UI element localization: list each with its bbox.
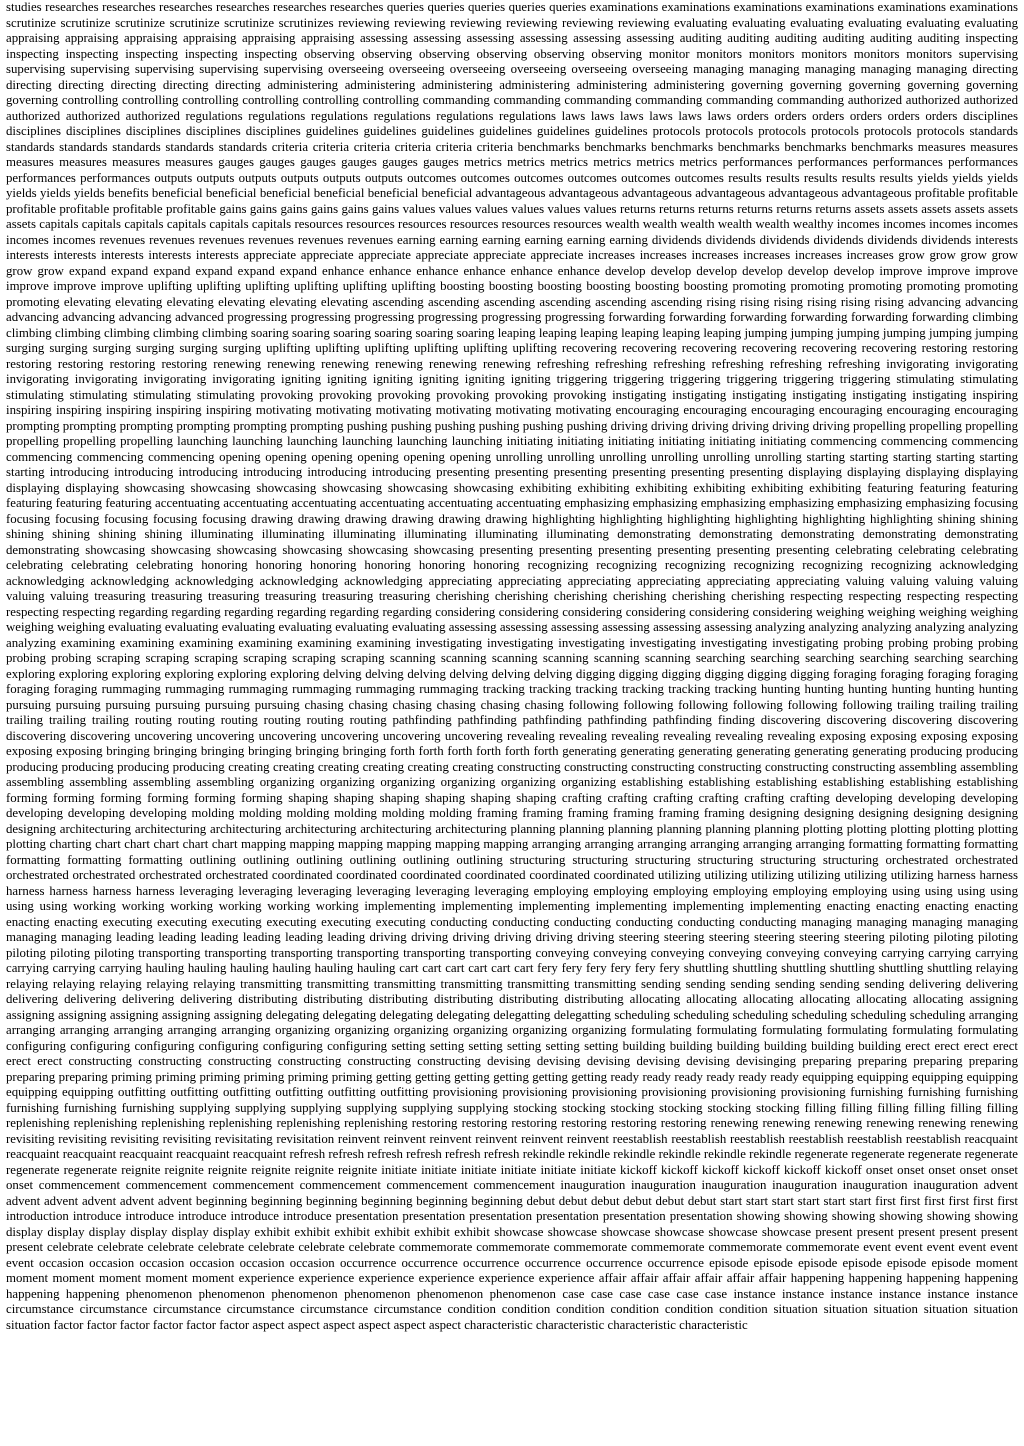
- body-text-paragraph: studies researches researches researches researches researches researches queries queries queries queries queries examinations examinations examinations examinations examinations examinations scrutinize scrutinize scrutinize scrutinize scrutinize scrutinizes reviewing reviewing reviewing reviewing reviewing reviewing evaluating evaluating evaluating evaluating evaluating evaluating appraising appraising appraising appraising appraising appraising assessing assessing assessing assessing assessing assessing auditing auditing auditing auditing auditing auditing inspecting inspecting inspecting inspecting inspecting inspecting observing observing observing observing observing observing monitor monitors monitors monitors monitors monitors supervising supervising supervising supervising supervising supervising overseeing overseeing overseeing overseeing overseeing overseeing managing managing managing managing managing directing directing directing directing directing directing administering administering administering administering administering administering governing governing governing governing governing governing controlling controlling controlling controlling controlling controlling commanding commanding commanding commanding commanding commanding authorized authorized authorized authorized authorized authorized regulations regulations regulations regulations regulations regulations laws laws laws laws laws laws orders orders orders orders orders orders disciplines disciplines disciplines disciplines disciplines disciplines guidelines guidelines guidelines guidelines guidelines guidelines protocols protocols protocols protocols protocols protocols standards standards standards standards standards standards criteria criteria criteria criteria criteria criteria benchmarks benchmarks benchmarks benchmarks benchmarks benchmarks measures measures measures measures measures measures gauges gauges gauges gauges gauges gauges metrics metrics metrics metrics metrics metrics performances performances performances performances performances performances outputs outputs outputs outputs outputs outputs outcomes outcomes outcomes outcomes outcomes outcomes results results results results results yields yields yields yields yields yields benefits beneficial beneficial beneficial beneficial beneficial beneficial advantageous advantageous advantageous advantageous advantageous advantageous profitable profitable profitable profitable profitable profitable gains gains gains gains gains gains values values values values values values returns returns returns returns returns returns assets assets assets assets assets assets capitals capitals capitals capitals capitals capitals resources resources resources resources resources resources wealth wealth wealth wealth wealth wealthy incomes incomes incomes incomes incomes incomes revenues revenues revenues revenues revenues revenues earning earning earning earning earning earning dividends dividends dividends dividends dividends dividends interests interests interests interests interests interests appreciate appreciate appreciate appreciate appreciate appreciate increases increases increases increases increases increases grow grow grow grow grow grow expand expand expand expand expand expand enhance enhance enhance enhance enhance enhance develop develop develop develop develop develop improve improve improve improve improve improve uplifting uplifting uplifting uplifting uplifting uplifting boosting boosting boosting boosting boosting boosting promoting promoting promoting promoting promoting promoting elevating elevating elevating elevating elevating elevating ascending ascending ascending ascending ascending ascending rising rising rising rising rising rising advancing advancing advancing advancing advancing advanced progressing progressing progressing progressing progressing progressing forwarding forwarding forwarding forwarding forwarding forwarding climbing climbing climbing climbing climbing climbing soaring soaring soaring soaring soaring soaring leaping leaping leaping leaping leaping leaping jumping jumping jumping jumping jumping jumping surging surging surging surging surging surging uplifting uplifting uplifting uplifting uplifting uplifting recovering recovering recovering recovering recovering recovering restoring restoring restoring restoring restoring restoring renewing renewing renewing renewing renewing renewing refreshing refreshing refreshing refreshing refreshing refreshing invigorating invigorating invigorating invigorating invigorating invigorating igniting igniting igniting igniting igniting igniting triggering triggering triggering triggering triggering triggering stimulating stimulating stimulating stimulating stimulating stimulating provoking provoking provoking provoking provoking provoking instigating instigating instigating instigating instigating instigating inspiring inspiring inspiring inspiring inspiring inspiring motivating motivating motivating motivating motivating motivating encouraging encouraging encouraging encouraging encouraging encouraging prompting prompting prompting prompting prompting prompting pushing pushing pushing pushing pushing pushing driving driving driving driving driving driving propelling propelling propelling propelling propelling propelling launching launching launching launching launching launching initiating initiating initiating initiating initiating initiating commencing commencing commencing commencing commencing commencing opening opening opening opening opening opening unrolling unrolling unrolling unrolling unrolling unrolling starting starting starting starting starting starting introducing introducing introducing introducing introducing introducing presenting presenting presenting presenting presenting presenting displaying displaying displaying displaying displaying displaying showcasing showcasing showcasing showcasing showcasing showcasing exhibiting exhibiting exhibiting exhibiting exhibiting exhibiting featuring featuring featuring featuring featuring featuring accentuating accentuating accentuating accentuating accentuating accentuating emphasizing emphasizing emphasizing emphasizing emphasizing emphasizing focusing focusing focusing focusing focusing focusing drawing drawing drawing drawing drawing drawing highlighting highlighting highlighting highlighting highlighting highlighting shining shining shining shining shining shining illuminating illuminating illuminating illuminating illuminating illuminating demonstrating demonstrating demonstrating demonstrating demonstrating demonstrating showcasing showcasing showcasing showcasing showcasing showcasing presenting presenting presenting presenting presenting presenting celebrating celebrating celebrating celebrating celebrating celebrating honoring honoring honoring honoring honoring honoring recognizing recognizing recognizing recognizing recognizing recognizing acknowledging acknowledging acknowledging acknowledging acknowledging acknowledging appreciating appreciating appreciating appreciating appreciating appreciating valuing valuing valuing valuing valuing valuing treasuring treasuring treasuring treasuring treasuring treasuring cherishing cherishing cherishing cherishing cherishing cherishing respecting respecting respecting respecting respecting respecting regarding regarding regarding regarding regarding regarding considering considering considering considering considering considering weighing weighing weighing weighing weighing weighing evaluating evaluating evaluating evaluating evaluating evaluating assessing assessing assessing assessing assessing assessing analyzing analyzing analyzing analyzing analyzing analyzing examining examining examining examining examining examining investigating investigating investigating investigating investigating investigating probing probing probing probing probing probing scraping scraping scraping scraping scraping scraping scanning scanning scanning scanning scanning scanning searching searching searching searching searching searching exploring exploring exploring exploring exploring exploring delving delving delving delving delving delving digging digging digging digging digging digging foraging foraging foraging foraging foraging foraging rummaging rummaging rummaging rummaging rummaging rummaging tracking tracking tracking tracking tracking tracking hunting hunting hunting hunting hunting hunting pursuing pursuing pursuing pursuing pursuing pursuing chasing chasing chasing chasing chasing chasing following following following following following following trailing trailing trailing trailing trailing trailing routing routing routing routing routing routing pathfinding pathfinding pathfinding pathfinding pathfinding finding discovering discovering discovering discovering discovering discovering uncovering uncovering uncovering uncovering uncovering uncovering revealing revealing revealing revealing revealing revealing exposing exposing exposing exposing exposing exposing bringing bringing bringing bringing bringing bringing forth forth forth forth forth forth generating generating generating generating generating generating producing producing producing producing producing producing creating creating creating creating creating creating constructing constructing constructing constructing constructing constructing assembling assembling assembling assembling assembling assembling organizing organizing organizing organizing organizing organizing establishing establishing establishing establishing establishing establishing forming forming forming forming forming forming shaping shaping shaping shaping shaping shaping crafting crafting crafting crafting crafting crafting developing developing developing developing developing developing molding molding molding molding molding molding framing framing framing framing framing framing designing designing designing designing designing designing architecturing architecturing architecturing architecturing architecturing architecturing planning planning planning planning planning planning plotting plotting plotting plotting plotting plotting charting chart chart chart chart chart mapping mapping mapping mapping mapping mapping arranging arranging arranging arranging arranging arranging formatting formatting formatting formatting formatting formatting outlining outlining outlining outlining outlining outlining structuring structuring structuring structuring structuring structuring orchestrated orchestrated orchestrated orchestrated orchestrated orchestrated coordinated coordinated coordinated coordinated coordinated coordinated utilizing utilizing utilizing utilizing utilizing utilizing harness harness harness harness harness harness leveraging leveraging leveraging leveraging leveraging leveraging employing employing employing employing employing employing using using using using using using working working working working working working implementing implementing implementing implementing implementing implementing enacting enacting enacting enacting enacting enacting executing executing executing executing executing executing conducting conducting conducting conducting conducting conducting managing managing managing managing managing managing leading leading leading leading leading leading driving driving driving driving driving driving steering steering steering steering steering steering piloting piloting piloting piloting piloting piloting transporting transporting transporting transporting transporting transporting conveying conveying conveying conveying conveying conveying carrying carrying carrying carrying carrying carrying hauling hauling hauling hauling hauling hauling cart cart cart cart cart cart fery fery fery fery fery fery shuttling shuttling shuttling shuttling shuttling shuttling relaying relaying relaying relaying relaying relaying transmitting transmitting transmitting transmitting transmitting transmitting sending sending sending sending sending sending delivering delivering delivering delivering delivering delivering distributing distributing distributing distributing distributing distributing allocating allocating allocating allocating allocating allocating assigning assigning assigning assigning assigning assigning delegating delegating delegating delegating delegatting delegatting scheduling scheduling scheduling scheduling scheduling scheduling arranging arranging arranging arranging arranging arranging organizing organizing organizing organizing organizing organizing formulating formulating formulating formulating formulating formulating configuring configuring configuring configuring configuring configuring setting setting setting setting setting setting building building building building building building erect erect erect erect erect erect constructing constructing constructing constructing constructing constructing devising devising devising devising devising devisinging preparing preparing preparing preparing preparing preparing priming priming priming priming priming priming getting getting getting getting getting getting ready ready ready ready ready ready equipping equipping equipping equipping equipping equipping outfitting outfitting outfitting outfitting outfitting outfitting provisioning provisioning provisioning provisioning provisioning provisioning furnishing furnishing furnishing furnishing furnishing furnishing supplying supplying supplying supplying supplying supplying stocking stocking stocking stocking stocking stocking filling filling filling filling filling filling replenishing replenishing replenishing replenishing replenishing replenishing restoring restoring restoring restoring restoring restoring renewing renewing renewing renewing renewing renewing revisiting revisiting revisiting revisiting revisitating revisitation reinvent reinvent reinvent reinvent reinvent reinvent reestablish reestablish reestablish reestablish reestablish reestablish reacquaint reacquaint reacquaint reacquaint reacquaint reacquaint refresh refresh refresh refresh refresh refresh rekindle rekindle rekindle rekindle rekindle rekindle regenerate regenerate regenerate regenerate regenerate regenerate reignite reignite reignite reignite reignite reignite initiate initiate initiate initiate initiate initiate kickoff kickoff kickoff kickoff kickoff kickoff onset onset onset onset onset onset commencement commencement commencement commencement commencement commencement inauguration inauguration inauguration inauguration inauguration inauguration advent advent advent advent advent advent beginning beginning beginning beginning beginning beginning debut debut debut debut debut debut start start start start start start first first first first first first introduction introduce introduce introduce introduce introduce presentation presentation presentation presentation presentation presentation showing showing showing showing showing showing display display display display display display exhibit exhibit exhibit exhibit exhibit exhibit showcase showcase showcase showcase showcase showcase present present present present present present celebrate celebrate celebrate celebrate celebrate celebrate celebrate commemorate commemorate commemorate commemorate commemorate commemorate event event event event event event occasion occasion occasion occasion occasion occasion occurrence occurrence occurrence occurrence occurrence occurrence episode episode episode episode episode episode moment moment moment moment moment moment experience experience experience experience experience experience affair affair affair affair affair affair happening happening happening happening happening happening phenomenon phenomenon phenomenon phenomenon phenomenon phenomenon case case case case case case instance instance instance instance instance instance circumstance circumstance circumstance circumstance circumstance circumstance condition condition condition condition condition condition situation situation situation situation situation situation factor factor factor factor factor factor aspect aspect aspect aspect aspect aspect characteristic characteristic characteristic characteristic: [6, 0, 1018, 1332]
- document-page: [6, 0, 1018, 1446]
